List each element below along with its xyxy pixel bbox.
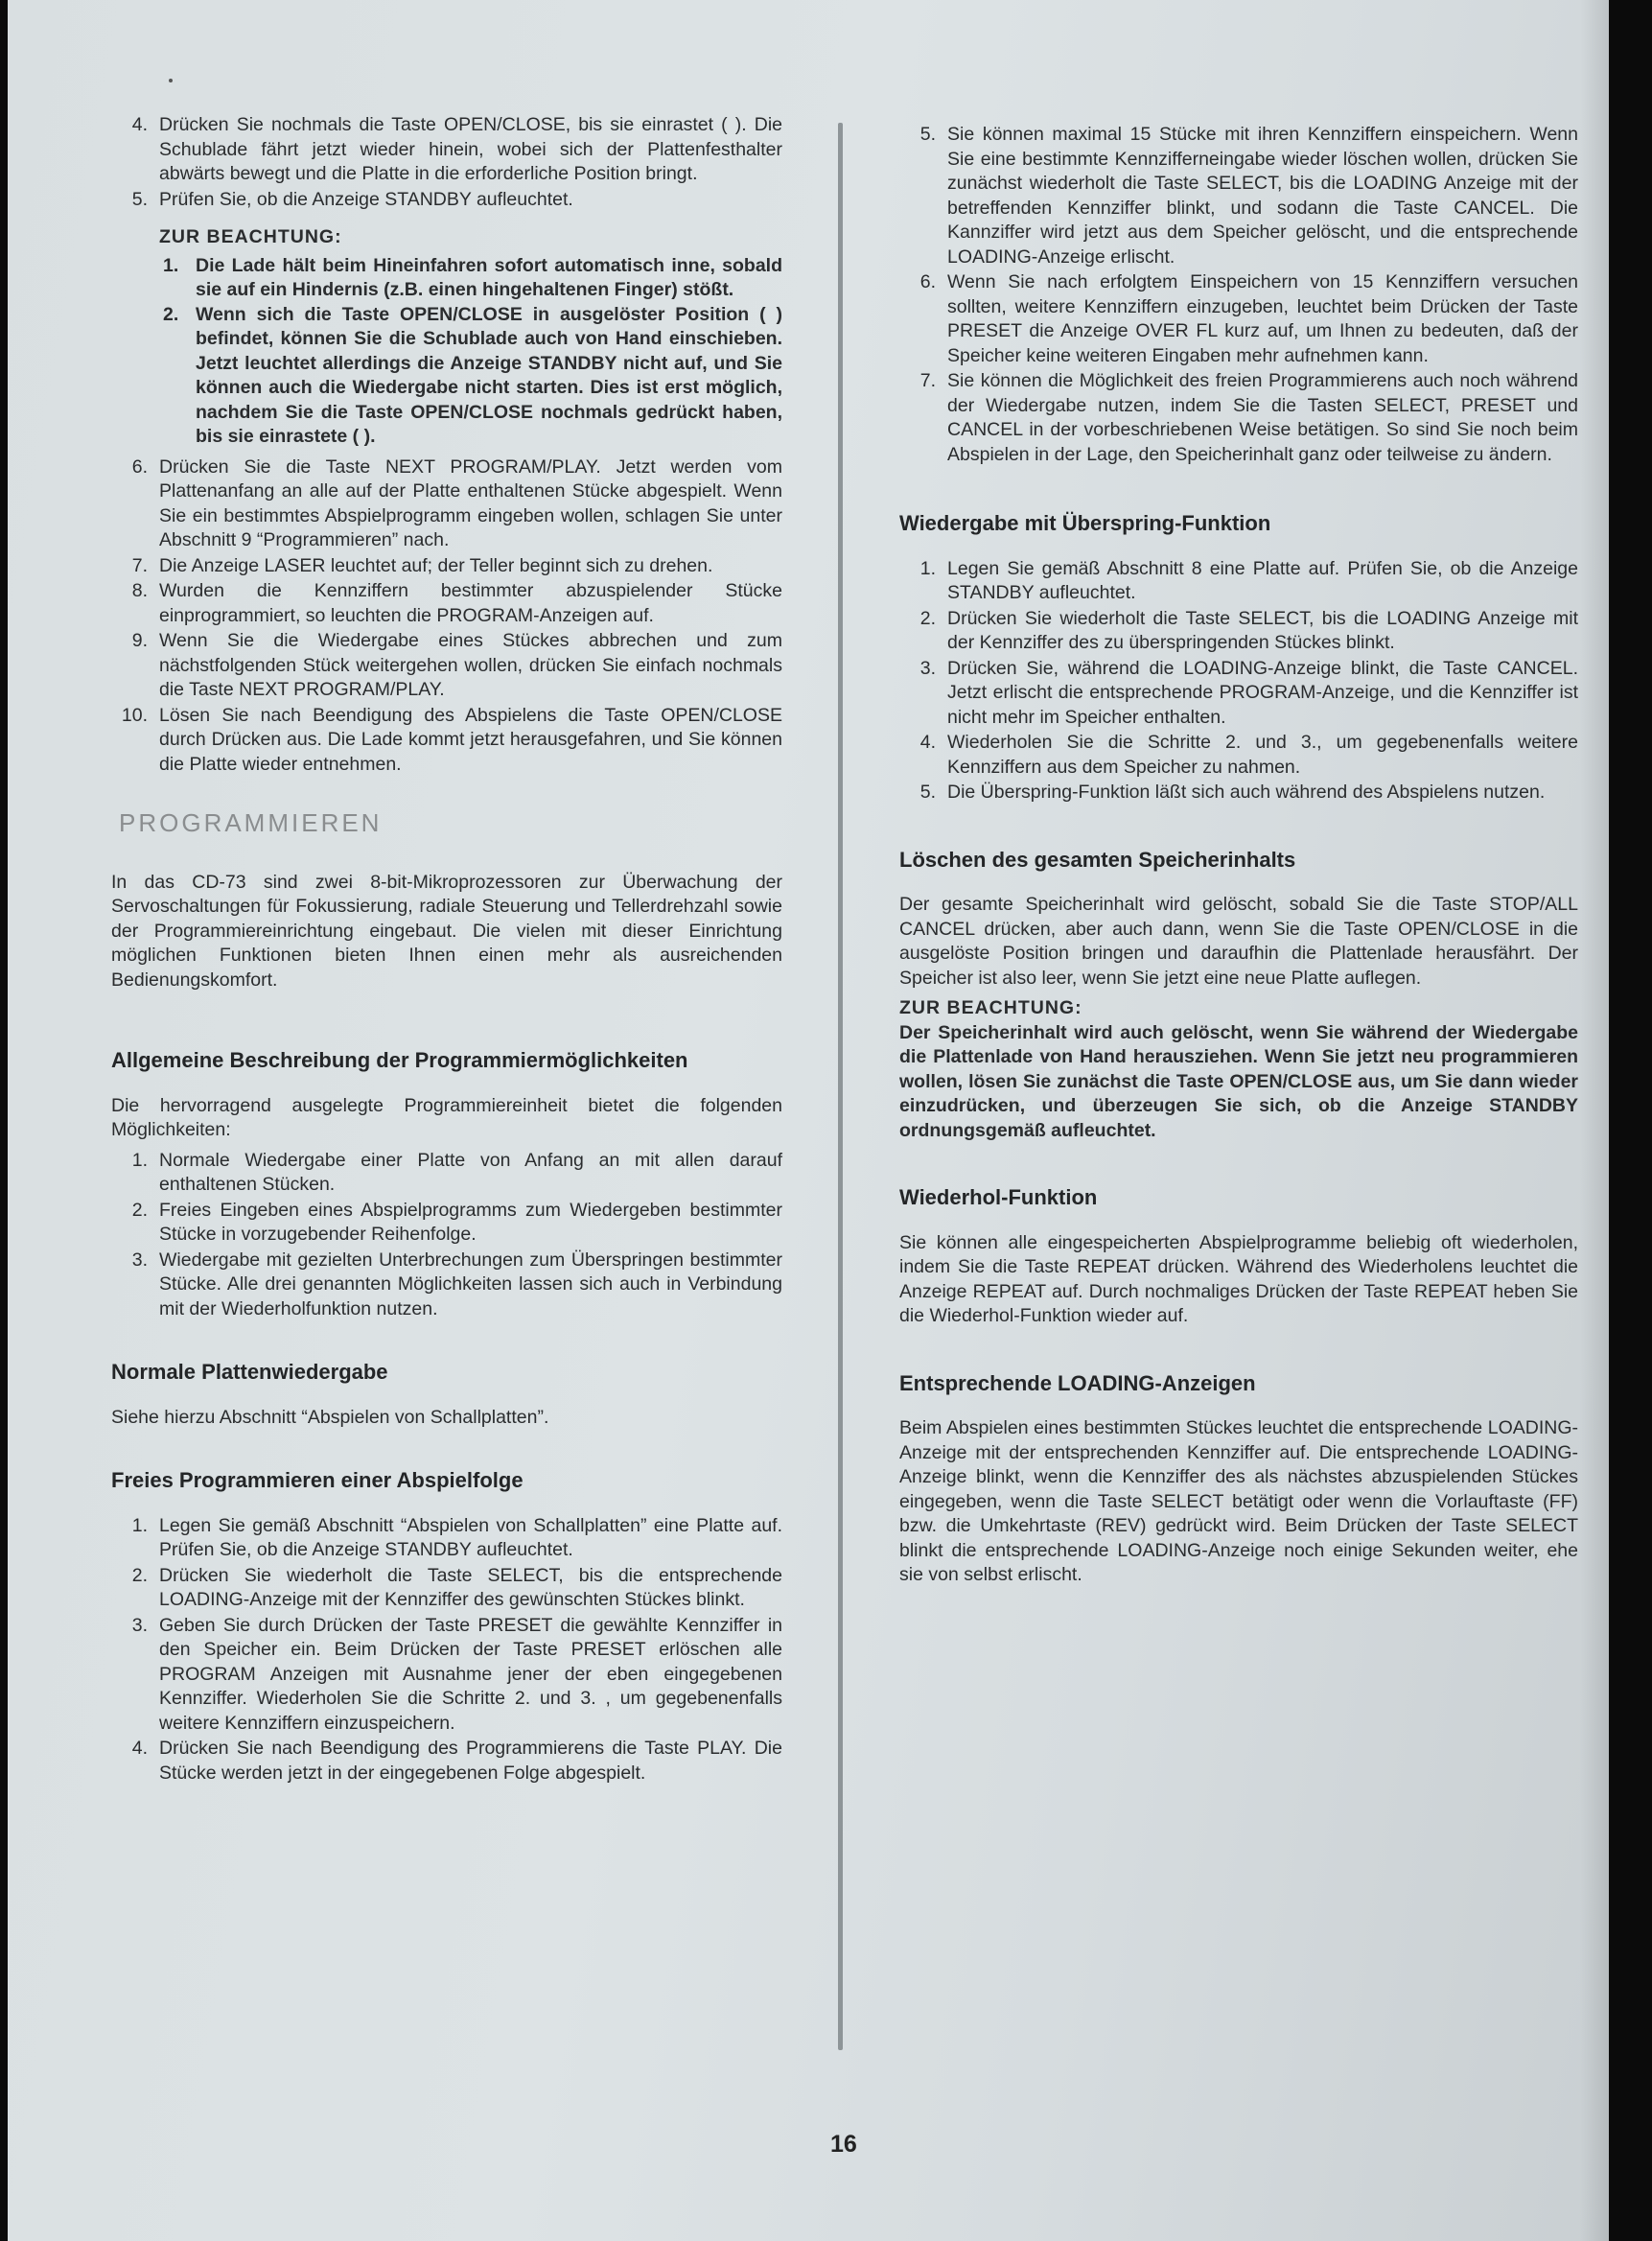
freies-list-continued — [899, 123, 1578, 467]
page-number: 16 — [830, 2131, 857, 2158]
list-item: 1. Legen Sie gemäß Abschnitt 8 eine Platte auf. Prüfen Sie, ob die Anzeige STANDBY aufleuchtet. — [919, 557, 1578, 603]
note-heading: ZUR BEACHTUNG: — [899, 997, 1082, 1018]
list-item: 10. Lösen Sie nach Beendigung des Abspielens die Taste OPEN/CLOSE durch Drücken aus. Die Lade kommt jetzt herausgefahren, und Sie können die Platte wieder entnehmen. — [121, 704, 782, 775]
list-item: 4. Drücken Sie nochmals die Taste OPEN/CLOSE, bis sie einrastet ( ). Die Schublade fährt jetzt wieder hinein, wobei sich der Plattenfesthalter abwärts bewegt und die Platte in die erforderliche Position bringt. — [131, 114, 782, 184]
manual-page — [8, 0, 1609, 2241]
subheading-allgemein: Allgemeine Beschreibung der Programmiermöglichkeiten — [111, 1048, 688, 1072]
loeschen-text: Der gesamte Speicherinhalt wird gelöscht, sobald Sie die Taste STOP/ALL CANCEL drücken, aber auch dann, wenn Sie die Taste OPEN/CLOSE in die ausgelöste Position bringen und daraufhin die Plattenlade herausfährt. Der Speicher ist also leer, wenn Sie jetzt eine neue Platte auflegen. — [899, 894, 1578, 989]
list-item: 5. Sie können maximal 15 Stücke mit ihren Kennziffern einspeichern. Wenn Sie eine bestimmte Kennzifferneingabe wieder löschen wollen, drücken Sie zunächst wiederholt die Taste SELECT, bis die LOADING Anzeige mit der betreffenden Kennziffer blinkt, und sodann die Taste CANCEL. Die Kannziffer wird jetzt aus dem Speicher gelöscht, und die entsprechende LOADING-Anzeige erlischt. — [919, 124, 1578, 268]
section-title: PROGRAMMIEREN — [119, 808, 383, 837]
list-item: 7. Die Anzeige LASER leuchtet auf; der Teller beginnt sich zu drehen. — [131, 554, 713, 576]
list-item: 3. Geben Sie durch Drücken der Taste PRESET die gewählte Kennziffer in den Speicher ein. Beim Drücken der Taste PRESET erlöschen alle PROGRAM Anzeigen mit Ausnahme jener der eben eingegebenen Kennziffer. Wiederholen Sie die Schritte 2. und 3. , um gegebenenfalls weitere Kennziffern einzuspeichern. — [131, 1614, 782, 1734]
speck — [169, 79, 173, 82]
allgemein-list — [111, 1149, 782, 1322]
list-item: 8. Wurden die Kennziffern bestimmter abzuspielender Stücke einprogrammiert, so leuchten die PROGRAM-Anzeigen auf. — [131, 580, 782, 626]
list-item: 5. Prüfen Sie, ob die Anzeige STANDBY aufleuchtet. — [131, 188, 573, 210]
right-column — [899, 123, 1578, 1588]
allgemein-lead: Die hervorragend ausgelegte Programmiereinheit bietet die folgenden Möglichkeiten: — [111, 1094, 782, 1140]
list-item: 7. Sie können die Möglichkeit des freien Programmierens auch noch während der Wiedergabe nutzen, indem Sie die Tasten SELECT, PRESET und CANCEL in der vorbeschriebenen Weise betätigen. So sind Sie noch beim Abspielen in der Lage, den Speicherinhalt ganz oder teilweise zu ändern. — [919, 370, 1578, 465]
loading-text: Beim Abspielen eines bestimmten Stückes leuchtet die entsprechende LOADING-Anzeige mit der entsprechenden Kennziffer auf. Die entsprechende LOADING-Anzeige blinkt, wenn die Kennziffer des als nächstes abzuspielenden Stückes eingegeben, wenn die Taste SELECT betätigt oder wenn die Vorlauftaste (FF) bzw. die Umkehrtaste (REV) gedrückt wird. Beim Drücken der Taste SELECT blinkt die entsprechende LOADING-Anzeige noch einige Sekunden weiter, ehe sie von selbst erlischt. — [899, 1417, 1578, 1585]
playback-steps-top — [111, 113, 782, 212]
freies-list — [111, 1514, 782, 1786]
list-item: 2. Freies Eingeben eines Abspielprogramms zum Wiedergeben bestimmter Stücke in vorzugebender Reihenfolge. — [131, 1199, 782, 1245]
column-divider — [838, 123, 843, 2050]
list-item: 2. Drücken Sie wiederholt die Taste SELECT, bis die LOADING Anzeige mit der Kennziffer des zu überspringenden Stückes blinkt. — [919, 607, 1578, 653]
list-item: 6. Drücken Sie die Taste NEXT PROGRAM/PLAY. Jetzt werden vom Plattenanfang an alle auf der Platte enthaltenen Stücke abgespielt. Wenn Sie ein bestimmtes Abspielprogramm eingeben wollen, schlagen Sie unter Abschnitt 9 “Programmieren” nach. — [131, 455, 782, 550]
list-item: 2. Drücken Sie wiederholt die Taste SELECT, bis die entsprechende LOADING-Anzeige mit der Kennziffer des gewünschten Stückes blinkt. — [131, 1564, 782, 1610]
list-item: 1. Normale Wiedergabe einer Platte von Anfang an mit allen darauf enthaltenen Stücken. — [131, 1149, 782, 1195]
left-column — [111, 113, 782, 1786]
subheading-wiederhol: Wiederhol-Funktion — [899, 1185, 1098, 1209]
ueberspring-list — [899, 557, 1578, 805]
list-item: 2. Wenn sich die Taste OPEN/CLOSE in ausgelöster Position ( ) befindet, können Sie die Schublade auch von Hand einschieben. Jetzt leuchtet allerdings die Anzeige STANDBY nicht auf, und Sie können auch die Wiedergabe nicht starten. Dies ist erst möglich, nachdem Sie die Taste OPEN/CLOSE nochmals gedrückt haben, bis sie einrastete ( ). — [163, 303, 782, 447]
list-item: 4. Drücken Sie nach Beendigung des Programmierens die Taste PLAY. Die Stücke werden jetzt in der eingegebenen Folge abgespielt. — [131, 1738, 782, 1784]
subheading-ueberspring: Wiedergabe mit Überspring-Funktion — [899, 511, 1271, 535]
list-item: 4. Wiederholen Sie die Schritte 2. und 3., um gegebenenfalls weitere Kennziffern aus dem Speicher zu nahmen. — [919, 732, 1578, 778]
list-item: 5. Die Überspring-Funktion läßt sich auch während des Abspielens nutzen. — [919, 782, 1546, 803]
note-block — [159, 225, 782, 450]
note-heading: ZUR BEACHTUNG: — [159, 226, 342, 247]
list-item: 9. Wenn Sie die Wiedergabe eines Stückes abbrechen und zum nächstfolgenden Stück weitergehen wollen, drücken Sie einfach nochmals die Taste NEXT PROGRAM/PLAY. — [131, 630, 782, 700]
subheading-loading: Entsprechende LOADING-Anzeigen — [899, 1370, 1256, 1395]
loeschen-note: Der Speicherinhalt wird auch gelöscht, wenn Sie während der Wiedergabe die Plattenlade von Hand herausziehen. Wenn Sie jetzt neu programmieren wollen, lösen Sie zunächst die Taste OPEN/CLOSE aus, um Sie dann wieder einzudrücken, und überzeugen Sie sich, ob die Anzeige STANDBY ordnungsgemäß aufleuchtet. — [899, 1021, 1578, 1141]
normale-text: Siehe hierzu Abschnitt “Abspielen von Schallplatten”. — [111, 1406, 549, 1428]
note-list — [159, 254, 782, 450]
list-item: 6. Wenn Sie nach erfolgtem Einspeichern von 15 Kennziffern versuchen sollten, weitere Kennziffern einzugeben, leuchtet beim Drücken der Taste PRESET die Anzeige OVER FL kurz auf, um Ihnen zu bedeuten, daß der Speicher keine weiteren Eingaben mehr aufnehmen kann. — [919, 271, 1578, 366]
subheading-freies: Freies Programmieren einer Abspielfolge — [111, 1468, 524, 1492]
subheading-loeschen: Löschen des gesamten Speicherinhalts — [899, 847, 1296, 872]
list-item: 1. Legen Sie gemäß Abschnitt “Abspielen von Schallplatten” eine Platte auf. Prüfen Sie, ob die Anzeige STANDBY aufleuchtet. — [131, 1514, 782, 1560]
subheading-normale: Normale Plattenwiedergabe — [111, 1360, 388, 1384]
list-item: 1. Die Lade hält beim Hineinfahren sofort automatisch inne, sobald sie auf ein Hindernis (z.B. einen hingehaltenen Finger) stößt. — [163, 254, 782, 300]
intro-paragraph: In das CD-73 sind zwei 8-bit-Mikroprozessoren zur Überwachung der Servoschaltungen für Fokussierung, radiale Steuerung und Tellerdrehzahl sowie der Programmiereinrichtung eingebaut. Die vielen mit dieser Einrichtung möglichen Funktionen bieten Ihnen einen mehr als ausreichenden Bedienungskomfort. — [111, 871, 782, 991]
page-fold-shadow — [1580, 0, 1609, 2241]
playback-steps-bottom — [111, 455, 782, 778]
wiederhol-text: Sie können alle eingespeicherten Abspielprogramme beliebig oft wiederholen, indem Sie die Taste REPEAT drücken. Während des Wiederholens leuchtet die Anzeige REPEAT auf. Durch nochmaliges Drücken der Taste REPEAT heben Sie die Wiederhol-Funktion wieder auf. — [899, 1231, 1578, 1326]
list-item: 3. Drücken Sie, während die LOADING-Anzeige blinkt, die Taste CANCEL. Jetzt erlischt die entsprechende PROGRAM-Anzeige, und die Kennziffer ist nicht mehr im Speicher enthalten. — [919, 657, 1578, 728]
list-item: 3. Wiedergabe mit gezielten Unterbrechungen zum Überspringen bestimmter Stücke. Alle drei genannten Möglichkeiten lassen sich auch in Verbindung mit der Wiederholfunktion nutzen. — [131, 1249, 782, 1319]
